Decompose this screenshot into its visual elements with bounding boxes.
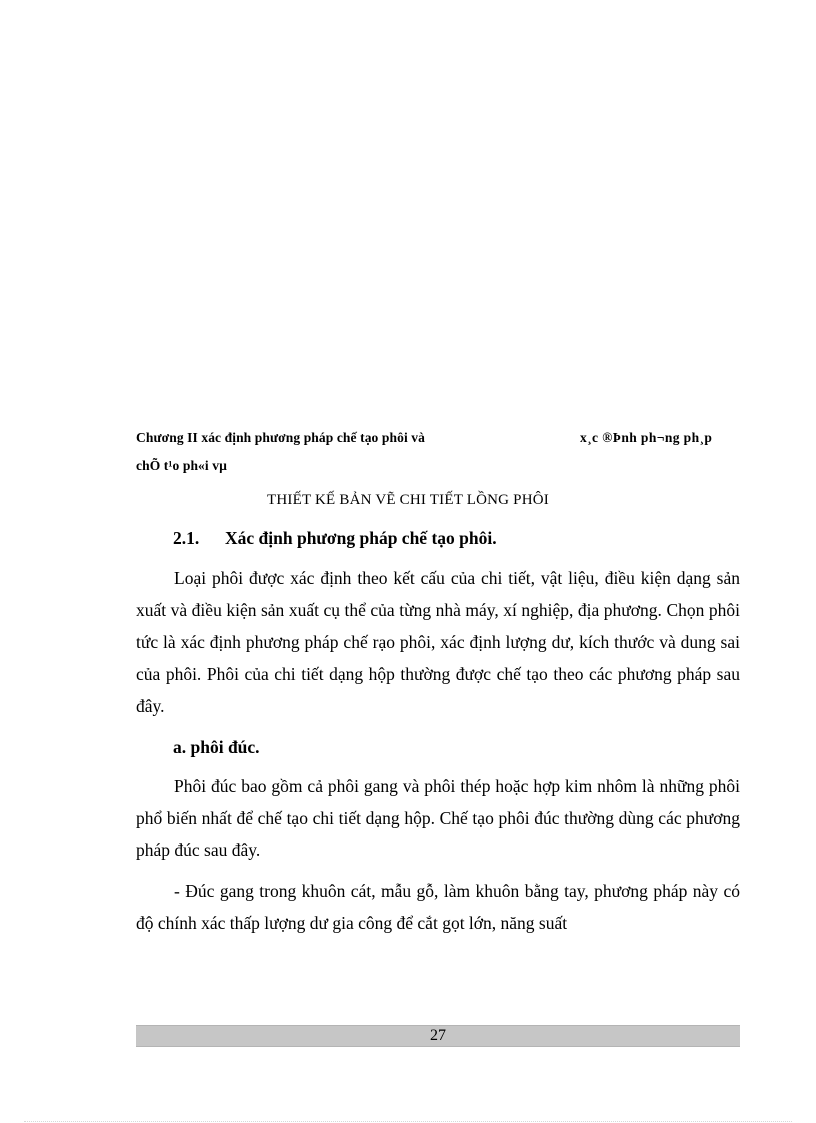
running-header-left-line2: chÕ t¹o ph«i vµ bbox=[136, 458, 227, 473]
running-header-left: Chương II xác định phương pháp chế tạo phôi và bbox=[136, 430, 425, 445]
subsection-heading: a. phôi đúc. bbox=[173, 737, 260, 757]
paragraph-loai-phoi: Loại phôi được xác định theo kết cấu của chi tiết, vật liệu, điều kiện dạng sản xuất và điều kiện sản xuất cụ thể của từng nhà máy, xí nghiệp, địa phương. Chọn phôi tức là xác định phương pháp chế rạo phôi, xác định lượng dư, kích thước và dung sai của phôi. Phôi của chi tiết dạng hộp thường được chế tạo theo các phương pháp sau đây. bbox=[136, 568, 740, 716]
running-header-right: x¸c ®Þnh ph¬ng ph¸p bbox=[580, 430, 713, 445]
section-heading bbox=[173, 528, 497, 549]
document-title: THIẾT KẾ BẢN VẼ CHI TIẾT LỒNG PHÔI bbox=[267, 492, 549, 508]
list-item-duc-gang: - Đúc gang trong khuôn cát, mẫu gỗ, làm khuôn bằng tay, phương pháp này có độ chính xác thấp lượng dư gia công để cắt gọt lớn, năng suất bbox=[136, 881, 740, 933]
page-number: 27 bbox=[430, 1027, 446, 1044]
page-footer-bar bbox=[136, 1025, 740, 1047]
section-title: Xác định phương pháp chế tạo phôi. bbox=[225, 528, 497, 548]
section-number: 2.1. bbox=[173, 528, 200, 548]
page-bottom-divider bbox=[24, 1121, 792, 1122]
paragraph-phoi-duc: Phôi đúc bao gồm cả phôi gang và phôi thép hoặc hợp kim nhôm là những phôi phổ biến nhất để chế tạo chi tiết dạng hộp. Chế tạo phôi đúc thường dùng các phương pháp đúc sau đây. bbox=[136, 776, 740, 860]
